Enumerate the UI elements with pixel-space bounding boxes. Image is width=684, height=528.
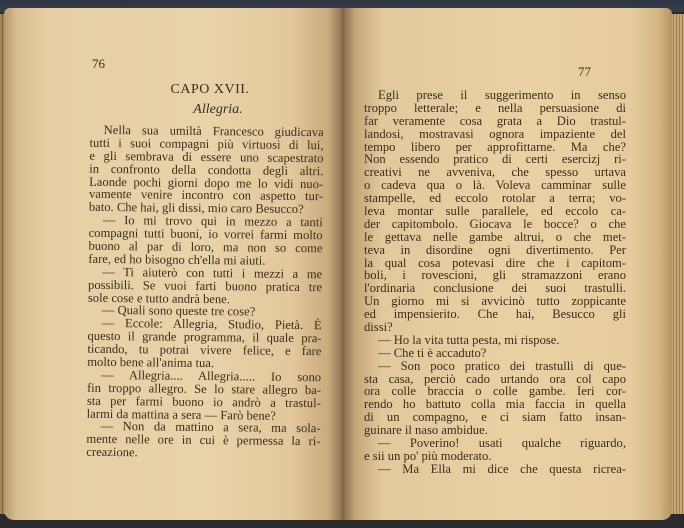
text-line: sole cose e tutto andrà bene. bbox=[87, 290, 230, 306]
text-line: di un compagno, e ci siam fatto insan- bbox=[364, 410, 626, 425]
text-line: larmi da mattina a sera — Farò bene? bbox=[86, 406, 276, 423]
text-line: possibili. Se vuoi farti buono pratica tre bbox=[88, 277, 323, 294]
text-line: le gettava nelle gambe altrui, o che met- bbox=[364, 229, 626, 244]
text-line: tutti i suoi compagni più virtuosi di lui, bbox=[89, 135, 324, 153]
text-line: tempo libero per approfittarne. Ma che? bbox=[364, 139, 626, 154]
text-line: sta per farmi buono io andrò a trastul- bbox=[86, 393, 321, 410]
text-line: sta casa, perciò cado urtando ora col capo bbox=[364, 371, 626, 386]
right-page bbox=[342, 8, 672, 520]
text-line: rendo ho battuto colla mia faccia in quella bbox=[364, 397, 626, 412]
text-line: — Eccole: Allegria, Studio, Pietà. È bbox=[101, 316, 322, 333]
text-line: dissi? bbox=[364, 320, 393, 335]
text-line: — Ho la vita tutta pesta, mi rispose. bbox=[378, 332, 560, 347]
page-number: 77 bbox=[578, 64, 591, 79]
text-line: creativi ne avveniva, che spesso urtava bbox=[364, 165, 626, 180]
chapter-heading: CAPO XVII. bbox=[170, 82, 250, 97]
text-line: — Son poco pratico dei trastulli di que- bbox=[378, 358, 626, 373]
text-line: Nella sua umiltà Francesco giudicava bbox=[103, 122, 324, 140]
text-line: — Non da mattino a sera, ma sola- bbox=[100, 419, 321, 436]
text-line: Un giorno mi si avvicinò tutto zoppicante bbox=[364, 294, 626, 309]
text-line: l'ordinaria conclusione dei suoi trastulli. bbox=[364, 281, 626, 296]
right-page-text bbox=[364, 89, 626, 476]
text-line: questo il grande programma, il quale pra- bbox=[87, 329, 322, 346]
text-line: Non essendo pratico di certi esercizj ri- bbox=[364, 152, 626, 167]
text-line: Laonde pochi giorni dopo me lo vidi nuo- bbox=[89, 174, 324, 191]
text-line: — Ma Ella mi dice che questa ricrea- bbox=[378, 461, 626, 476]
text-line: compagni tutti buoni, io vorrei farmi molto bbox=[88, 225, 323, 243]
text-line: far veramente cosa grata a Dio trastul- bbox=[364, 113, 626, 128]
text-line: ed impensierito. Che hai, Besucco gli bbox=[364, 307, 626, 322]
text-line: vamente venire incontro con aspetto tur- bbox=[88, 187, 324, 204]
text-line: landosi, mostravasi ognora impaziente del bbox=[364, 126, 626, 141]
chapter-title: Allegria. bbox=[193, 102, 243, 117]
page-number: 76 bbox=[92, 56, 105, 71]
left-page-text bbox=[86, 124, 323, 462]
text-line: — Io mi trovo qui in mezzo a tanti bbox=[102, 213, 323, 230]
text-line: stampelle, ed eccolo rotolar a terra; vo- bbox=[364, 191, 626, 206]
text-line: fin troppo allegro. Se lo stare allegro ba- bbox=[86, 380, 322, 398]
left-page bbox=[4, 8, 342, 520]
text-line: e sii un po' più moderato. bbox=[364, 448, 492, 463]
text-line: creazione. bbox=[86, 445, 138, 460]
text-line: bato. Che hai, gli dissi, mio caro Besucco? bbox=[88, 200, 304, 217]
text-line: — Ti aiuterò con tutti i mezzi a me bbox=[102, 264, 323, 282]
text-line: — Poverino! usati qualche riguardo, bbox=[378, 436, 626, 451]
text-line: leva montar sulle parallele, ed eccolo ca- bbox=[364, 204, 626, 219]
text-line: in confronto della condotta degli altri. bbox=[89, 161, 324, 178]
text-line: — Che ti è accaduto? bbox=[378, 345, 487, 360]
text-line: ticando, tu potrai vivere felice, e fare bbox=[87, 341, 322, 359]
text-line: der capitombolo. Giocava le bocce? o che bbox=[364, 216, 626, 231]
text-line: e gli sembrava di essere uno scapestrato bbox=[89, 148, 324, 166]
text-line: troppo letterale; e nella persuasione di bbox=[364, 100, 626, 115]
text-line: teva in disordine ogni divertimento. Per bbox=[364, 242, 626, 257]
text-line: fare, ed ho bisogno ch'ella mi aiuti. bbox=[88, 251, 266, 268]
text-line: ora colle braccia o colle gambe. Ieri cor- bbox=[364, 384, 626, 399]
text-line: Egli prese il suggerimento in senso bbox=[378, 88, 626, 102]
text-line: — Quali sono queste tre cose? bbox=[101, 303, 256, 319]
text-line: o cadeva qua o là. Voleva camminar sulle bbox=[364, 178, 626, 193]
text-line: mente nelle ore in cui è permessa la ri- bbox=[86, 432, 321, 449]
text-line: buono al par di loro, ma non so come bbox=[88, 238, 323, 256]
text-line: guinare il naso ambidue. bbox=[364, 423, 488, 438]
text-line: boli, i rovescioni, gli stramazzoni erano bbox=[364, 268, 626, 283]
text-line: la qual cosa potevasi dire che i capitom- bbox=[364, 255, 626, 270]
text-line: — Allegria.... Allegria..... Io sono bbox=[101, 367, 322, 385]
text-line: molto bene all'anima tua. bbox=[87, 354, 215, 371]
